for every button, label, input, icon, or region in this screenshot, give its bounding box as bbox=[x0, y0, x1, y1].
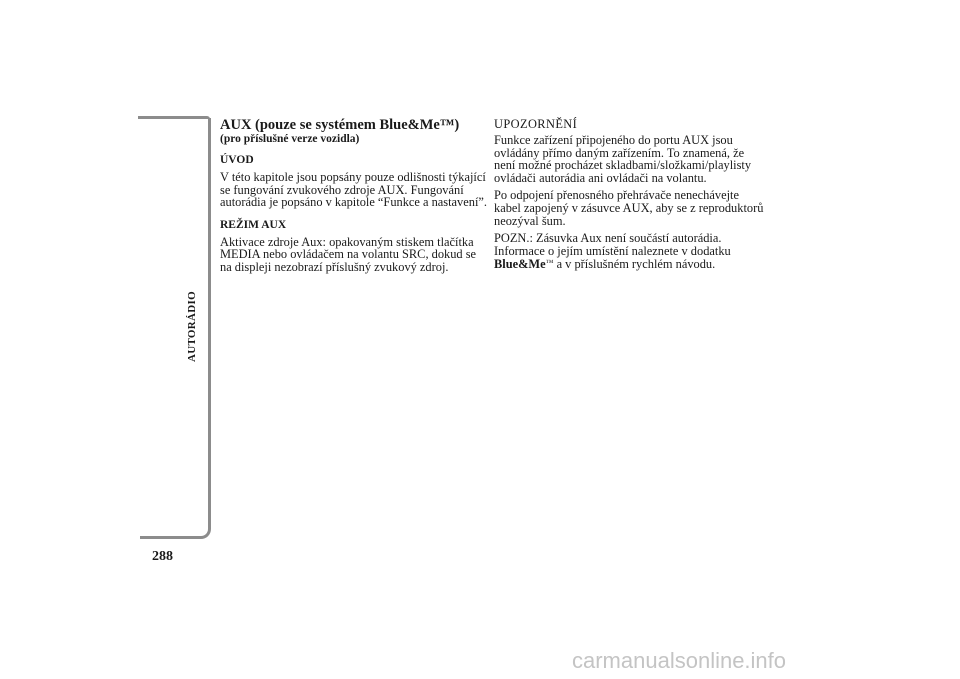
text-line bbox=[494, 257, 784, 271]
text-line: POZN.: Zásuvka Aux není součástí autorádia. bbox=[494, 231, 722, 246]
brand-name: Blue&Me bbox=[494, 257, 546, 272]
note-paragraph bbox=[494, 232, 784, 271]
intro-heading: ÚVOD bbox=[220, 154, 254, 166]
page-subtitle: (pro příslušné verze vozidla) bbox=[220, 133, 360, 145]
warning-paragraph bbox=[494, 134, 784, 184]
text-line: Funkce zařízení připojeného do portu AUX jsou bbox=[494, 133, 733, 147]
right-column bbox=[494, 117, 784, 276]
text-line: není možné procházet skladbami/složkami/playlisty bbox=[494, 158, 752, 173]
text-line: ovládači autorádia ani ovládači na volantu. bbox=[494, 170, 707, 185]
watermark: carmanualsonline.info bbox=[572, 648, 787, 673]
text-line: kabel zapojený v zásuvce AUX, aby se z reproduktorů bbox=[494, 200, 764, 215]
text-line: Aktivace zdroje Aux: opakovaným stiskem tlačítka bbox=[220, 234, 474, 249]
disconnect-paragraph bbox=[494, 189, 784, 227]
warning-heading: UPOZORNĚNÍ bbox=[494, 117, 578, 131]
page-number: 288 bbox=[152, 549, 173, 564]
text-line: V této kapitole jsou popsány pouze odlišnosti týkající bbox=[220, 170, 486, 184]
note-tail: a v příslušném rychlém návodu. bbox=[553, 257, 716, 272]
text-line: se fungování zvukového zdroje AUX. Fungování bbox=[220, 182, 464, 197]
section-label: AUTORÁDIO bbox=[186, 291, 198, 362]
text-line: MEDIA nebo ovládačem na volantu SRC, dokud se bbox=[220, 247, 477, 262]
trademark-symbol: ™ bbox=[545, 258, 554, 268]
aux-mode-heading: REŽIM AUX bbox=[220, 218, 287, 231]
text-line: ovládány přímo daným zařízením. To znamená, že bbox=[494, 145, 745, 160]
text-line: autorádia je popsáno v kapitole “Funkce a nastavení”. bbox=[220, 195, 487, 210]
left-column bbox=[220, 117, 492, 284]
text-line: Po odpojení přenosného přehrávače nenechávejte bbox=[494, 188, 739, 203]
intro-paragraph bbox=[220, 171, 492, 209]
page-title: AUX (pouze se systémem Blue&Me™) bbox=[220, 117, 460, 133]
text-line: Informace o jejím umístění naleznete v dodatku bbox=[494, 243, 731, 258]
text-line: neozýval šum. bbox=[494, 213, 566, 228]
text-line: na displeji nezobrazí příslušný zvukový zdroj. bbox=[220, 259, 449, 274]
aux-mode-paragraph bbox=[220, 236, 492, 274]
